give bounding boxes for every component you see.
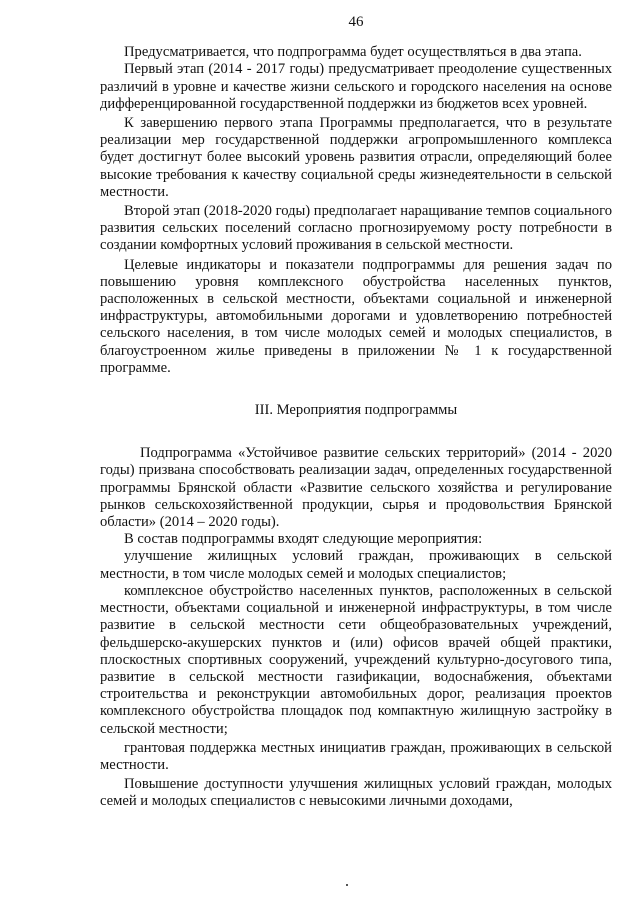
page-number: 46 (348, 14, 364, 30)
paragraph-first-stage: Первый этап (2014 - 2017 годы) предусматривает преодоление существенных различий в уровне и качестве жизни сельского и городского населения на основе дифференцированной государственной поддержки из бюджетов всех уровней. (100, 61, 612, 112)
list-item-grants: грантовая поддержка местных инициатив граждан, проживающих в сельской местности. (100, 739, 612, 773)
section-heading: III. Мероприятия подпрограммы (254, 402, 458, 419)
paragraph-stages-intro: Предусматривается, что подпрограмма будет осуществляться в два этапа. (124, 44, 582, 61)
paragraph-target-indicators: Целевые индикаторы и показатели подпрограммы для решения задач по повышению уровня комплексного обустройства населенных пунктов, расположенных в сельской местности, объектами социальной и инженерной инфраструктуры, автомобильными дорогами и удовлетворению потребностей сельского населения, в том числе молодых семей и молодых специалистов, в благоустроенном жилье приведены в приложении № 1 к государственной программе. (100, 256, 612, 376)
paragraph-measures-intro: В состав подпрограммы входят следующие мероприятия: (124, 531, 483, 548)
document-page (100, 14, 612, 811)
paragraph-housing-accessibility: Повышение доступности улучшения жилищных условий граждан, молодых семей и молодых специалистов с невысокими личными доходами, (100, 776, 612, 810)
paragraph-subprogram-purpose: Подпрограмма «Устойчивое развитие сельских территорий» (2014 - 2020 годы) призвана способствовать реализации задач, определенных государственной программы Брянской области «Развитие сельского хозяйства и регулирование рынков сельскохозяйственной продукции, сырья и продовольствия Брянской области» (2014 – 2020 годы). (100, 445, 612, 531)
list-item-infrastructure: комплексное обустройство населенных пунктов, расположенных в сельской местности, объектами социальной и инженерной инфраструктуры, в том числе развитие в сельской местности сети общеобразовательных учреждений, фельдшерско-акушерских пунктов и (или) офисов врачей общей практики, плоскостных спортивных сооружений, учреждений культурно-досугового типа, развитие в сельской местности газификации, водоснабжения, объектами строительства и реконструкции автомобильных дорог, реализация проектов комплексного обустройства площадок под компактную жилищную застройку в сельской местности; (100, 582, 612, 737)
scan-speck (346, 884, 348, 886)
list-item-housing: улучшение жилищных условий граждан, проживающих в сельской местности, в том числе молодых семей и молодых специалистов; (100, 548, 612, 582)
paragraph-first-stage-completion: К завершению первого этапа Программы предполагается, что в результате реализации мер государственной поддержки агропромышленного комплекса будет достигнут более высокий уровень развития отрасли, определяющий более высокие требования к качеству социальной среды жизнедеятельности в сельской местности. (100, 115, 612, 200)
paragraph-second-stage: Второй этап (2018-2020 годы) предполагает наращивание темпов социального развития сельских поселений согласно прогнозируемому росту потребности в создании комфортных условий проживания в сельской местности. (100, 203, 612, 254)
